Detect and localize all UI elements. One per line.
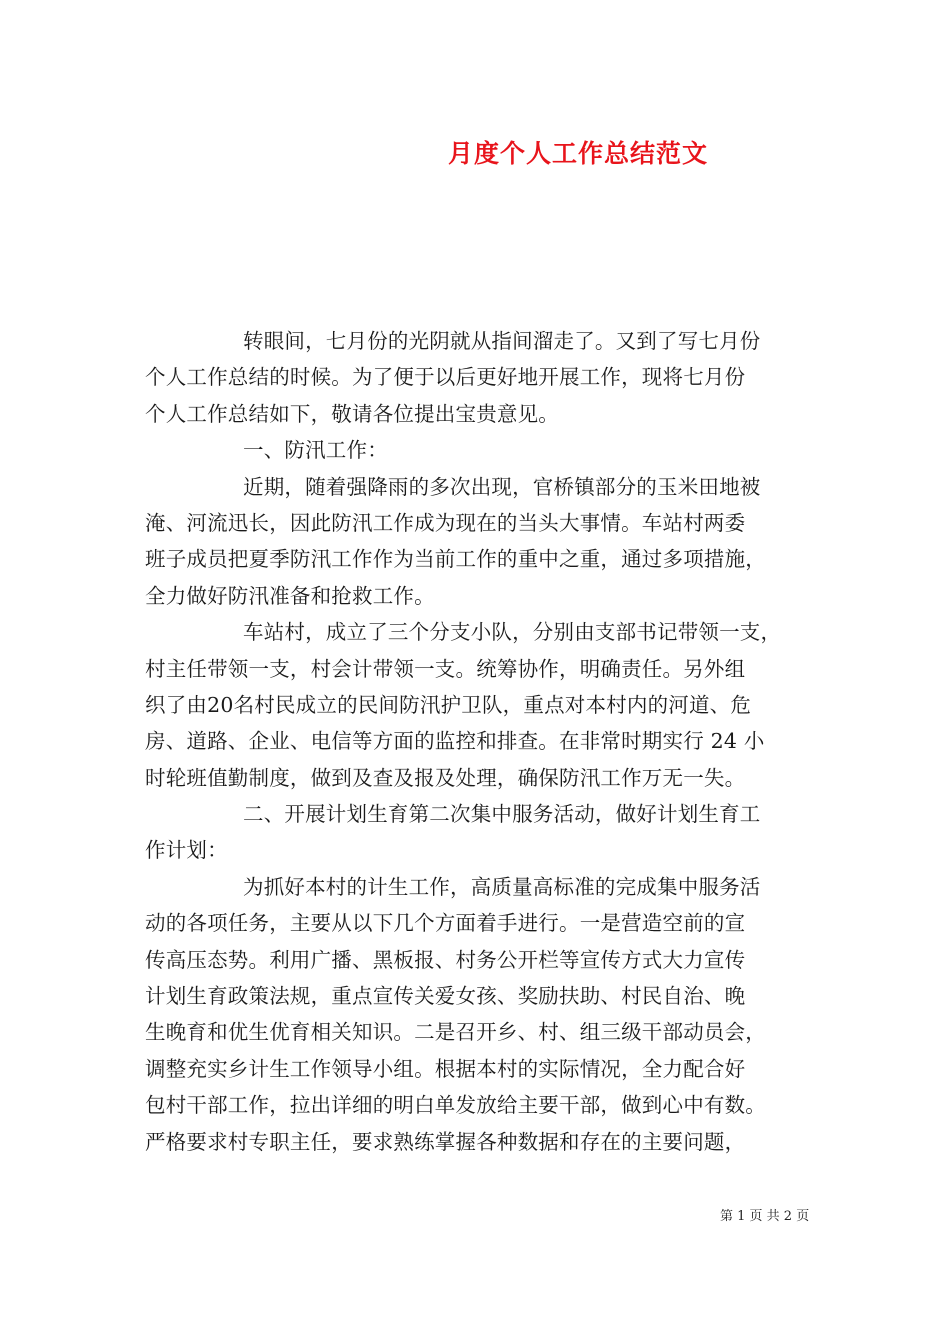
- paragraph-line: 班子成员把夏季防汛工作作为当前工作的重中之重，通过多项措施，: [145, 547, 766, 572]
- paragraph-line: 个人工作总结的时候。为了便于以后更好地开展工作，现将七月份: [145, 365, 746, 390]
- paragraph-line: 车站村，成立了三个分支小队，分别由支部书记带领一支，: [243, 620, 782, 645]
- paragraph-line: 淹、河流迅长，因此防汛工作成为现在的当头大事情。车站村两委: [145, 510, 746, 535]
- paragraph-line: 传高压态势。利用广播、黑板报、村务公开栏等宣传方式大力宣传: [145, 947, 746, 972]
- section-heading: 作计划：: [145, 838, 228, 863]
- paragraph-line: 严格要求村专职主任，要求熟练掌握各种数据和存在的主要问题，: [145, 1129, 746, 1154]
- section-heading: 一、防汛工作：: [243, 438, 388, 463]
- section-heading: 二、开展计划生育第二次集中服务活动，做好计划生育工: [243, 802, 761, 827]
- paragraph-line: 房、道路、企业、电信等方面的监控和排查。在非常时期实行 24 小: [145, 729, 765, 754]
- paragraph-line: 为抓好本村的计生工作，高质量高标准的完成集中服务活: [243, 874, 761, 899]
- paragraph-line: 时轮班值勤制度，做到及查及报及处理，确保防汛工作万无一失。: [145, 765, 746, 790]
- paragraph-line: 转眼间，七月份的光阴就从指间溜走了。又到了写七月份: [243, 329, 761, 353]
- paragraph-line: 生晚育和优生优育相关知识。二是召开乡、村、组三级干部动员会，: [145, 1020, 766, 1045]
- paragraph-line: 调整充实乡计生工作领导小组。根据本村的实际情况，全力配合好: [145, 1056, 746, 1081]
- paragraph-line: 近期，随着强降雨的多次出现，官桥镇部分的玉米田地被: [243, 474, 761, 499]
- paragraph-line: 包村干部工作，拉出详细的明白单发放给主要干部，做到心中有数。: [145, 1093, 766, 1118]
- paragraph-line: 织了由20名村民成立的民间防汛护卫队，重点对本村内的河道、危: [145, 692, 752, 717]
- paragraph-line: 村主任带领一支，村会计带领一支。统筹协作，明确责任。另外组: [145, 656, 746, 681]
- document-title: 月度个人工作总结范文: [448, 139, 709, 168]
- document-body: [145, 323, 813, 1160]
- paragraph-line: 计划生育政策法规，重点宣传关爱女孩、奖励扶助、村民自治、晚: [145, 984, 746, 1009]
- page-number: 第 1 页 共 2 页: [720, 1209, 810, 1224]
- paragraph-line: 全力做好防汛准备和抢救工作。: [145, 583, 435, 608]
- paragraph-line: 动的各项任务，主要从以下几个方面着手进行。一是营造空前的宣: [145, 911, 746, 936]
- paragraph-line: 个人工作总结如下，敬请各位提出宝贵意见。: [145, 401, 559, 426]
